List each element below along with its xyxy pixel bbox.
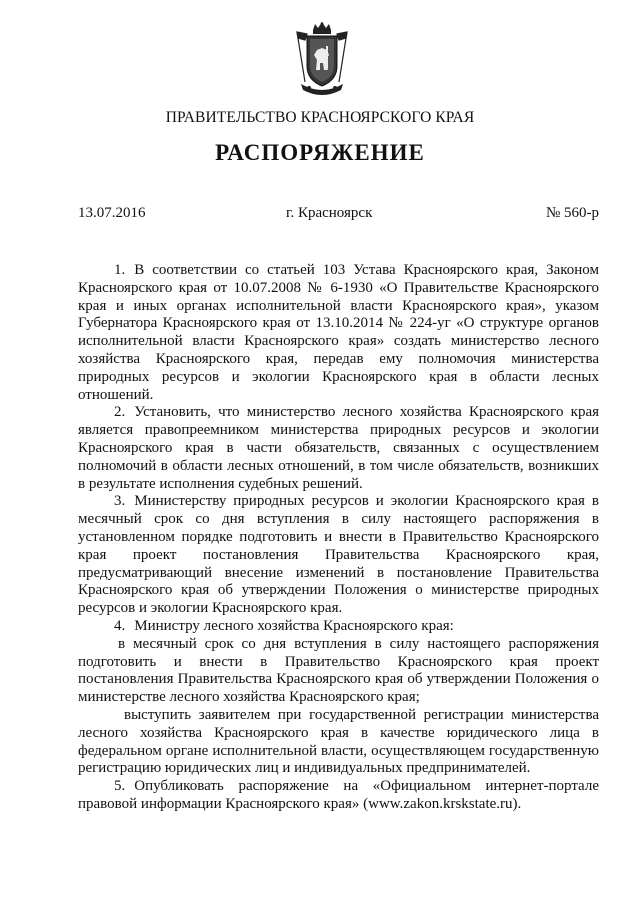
document-number: № 560-р — [545, 205, 599, 221]
document-date: 13.07.2016 — [78, 205, 146, 221]
paragraph-text: Министерству природных ресурсов и экологии Красноярского края в месячный срок со дня вступления в силу настоящего распоряжения в установленном порядке подготовить и внести в Правительство Красноярского края проект постановления Правительства Красноярского края, предусматривающий внесение изменений в постановление Правительства Красноярского края об утверждении Положения о министерстве природных ресурсов и экологии Красноярского края. — [78, 493, 599, 617]
paragraph-3 — [78, 493, 599, 618]
paragraph-4-item-1 — [78, 636, 599, 707]
paragraph-text: в месячный срок со дня вступления в силу настоящего распоряжения подготовить и внести в Правительство Красноярского края проект постановления Правительства Красноярского края об утверждении Положения о министерстве лесного хозяйства Красноярского края; — [78, 635, 599, 706]
paragraph-4-item-2 — [78, 707, 599, 778]
coat-of-arms-icon — [293, 22, 351, 98]
paragraph-2 — [78, 404, 599, 493]
document-place: г. Красноярск — [286, 205, 373, 221]
paragraph-text: Опубликовать распоряжение на «Официальном интернет-портале правовой информации Красноярского края» (www.zakon.krskstate.ru). — [78, 778, 599, 812]
document-meta-row — [78, 205, 599, 225]
paragraph-1 — [78, 262, 599, 404]
paragraph-number: 1. — [114, 262, 126, 278]
paragraph-text: В соответствии со статьей 103 Устава Красноярского края, Законом Красноярского края от 10.07.2008 № 6-1930 «О Правительстве Красноярского края и иных органах исполнительной власти Красноярского края», указом Губернатора Красноярского края от 13.10.2014 № 224-уг «О структуре органов исполнительной власти Красноярского края» создать министерство лесного хозяйства Красноярского края, передав ему полномочия министерства природных ресурсов и экологии Красноярского края в области лесных отношений. — [78, 262, 599, 403]
government-title: ПРАВИТЕЛЬСТВО КРАСНОЯРСКОГО КРАЯ — [165, 109, 475, 126]
paragraph-number: 2. — [114, 404, 126, 421]
paragraph-text: Установить, что министерство лесного хозяйства Красноярского края является правопреемником министерства природных ресурсов и экологии Красноярского края в части обязательств, связанных с осуществлением полномочий в области лесных отношений, в том числе обязательств, возникших в результате исполнения судебных решений. — [78, 404, 599, 492]
document-type-heading: РАСПОРЯЖЕНИЕ — [215, 140, 425, 165]
paragraph-number: 4. — [114, 617, 126, 634]
paragraph-number: 3. — [114, 493, 126, 510]
paragraph-text: выступить заявителем при государственной регистрации министерства лесного хозяйства Красноярского края в качестве юридического лица в федеральном органе исполнительной власти, осуществляющем государственную регистрацию юридических лиц и индивидуальных предпринимателей. — [78, 706, 599, 777]
paragraph-number: 5. — [114, 778, 126, 795]
document-body — [78, 262, 599, 814]
paragraph-text: Министру лесного хозяйства Красноярского края: — [134, 617, 454, 634]
paragraph-5 — [78, 778, 599, 814]
paragraph-4 — [78, 618, 599, 636]
